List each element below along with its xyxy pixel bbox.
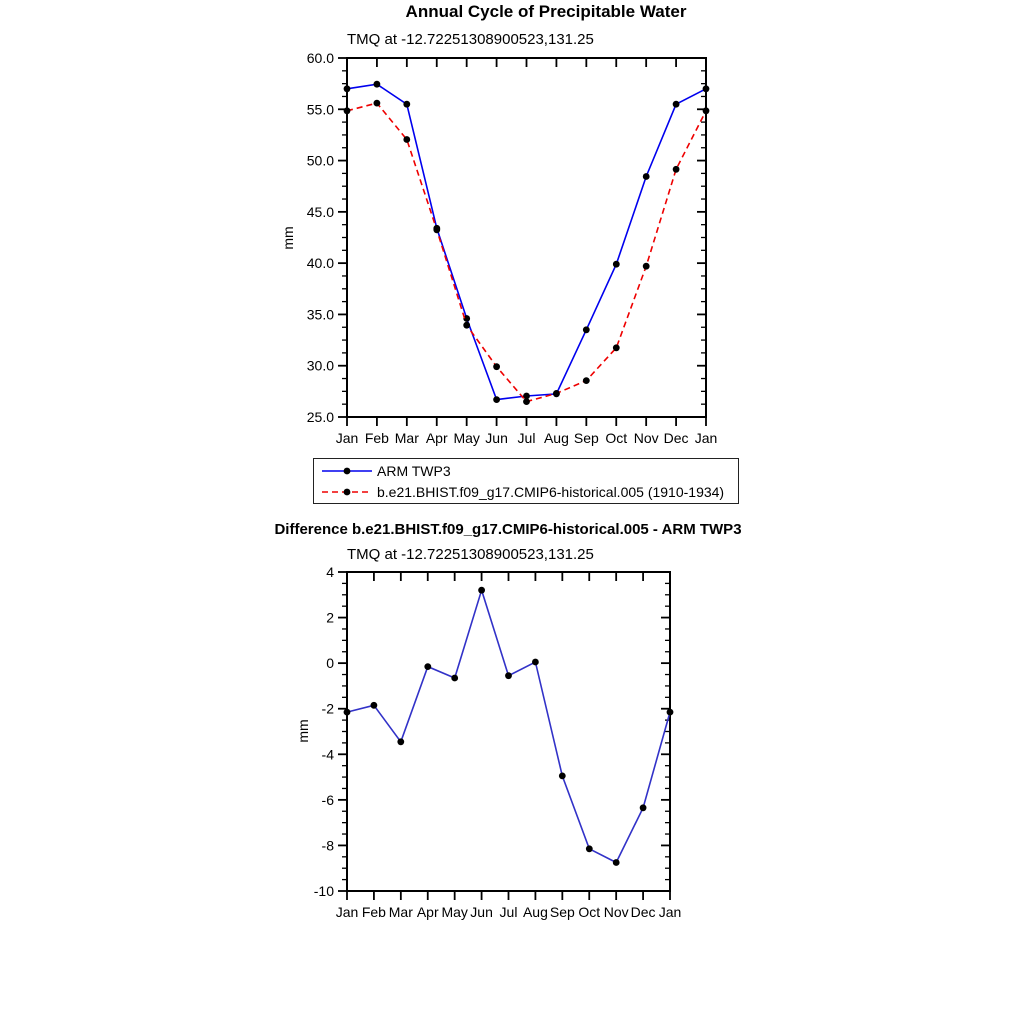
series-line-0 bbox=[347, 590, 670, 862]
data-point-marker bbox=[613, 859, 620, 866]
data-point-marker bbox=[583, 377, 590, 384]
data-point-marker bbox=[703, 85, 710, 92]
x-tick-label: Dec bbox=[663, 430, 689, 446]
x-tick-label: Aug bbox=[543, 430, 569, 446]
x-tick-label: Feb bbox=[364, 430, 389, 446]
x-tick-label: May bbox=[453, 430, 480, 446]
data-point-marker bbox=[523, 398, 530, 405]
y-tick-label: 45.0 bbox=[306, 203, 334, 220]
data-point-marker bbox=[667, 709, 674, 716]
x-tick-label: Dec bbox=[630, 904, 656, 920]
x-tick-label: Apr bbox=[416, 904, 439, 920]
data-point-marker bbox=[424, 663, 431, 670]
series-line-1 bbox=[347, 103, 706, 402]
data-point-marker bbox=[451, 675, 458, 682]
x-tick-label: Jun bbox=[485, 430, 508, 446]
series-line-0 bbox=[347, 84, 706, 399]
x-tick-label: Jul bbox=[517, 430, 536, 446]
x-tick-label: Sep bbox=[573, 430, 599, 446]
data-point-marker bbox=[493, 363, 500, 370]
data-point-marker bbox=[463, 322, 470, 329]
y-tick-label: 50.0 bbox=[306, 152, 334, 169]
y-tick-label: 35.0 bbox=[306, 306, 334, 323]
data-point-marker bbox=[532, 659, 539, 666]
legend-label-model: b.e21.BHIST.f09_g17.CMIP6-historical.005 (1910-1934) bbox=[377, 483, 725, 500]
data-point-marker bbox=[403, 101, 410, 108]
data-point-marker bbox=[583, 326, 590, 333]
x-tick-label: Jan bbox=[658, 904, 682, 920]
x-tick-label: Jan bbox=[694, 430, 718, 446]
data-point-marker bbox=[586, 845, 593, 852]
x-tick-label: May bbox=[441, 904, 468, 920]
x-tick-label: Feb bbox=[361, 904, 386, 920]
x-tick-label: Jul bbox=[499, 904, 518, 920]
x-tick-label: Aug bbox=[522, 904, 548, 920]
bottom-chart-y-axis-label: mm bbox=[295, 719, 311, 743]
legend-marker-dot bbox=[344, 467, 351, 474]
data-point-marker bbox=[673, 101, 680, 108]
data-point-marker bbox=[374, 100, 381, 107]
data-point-marker bbox=[613, 344, 620, 351]
legend-marker-dot bbox=[344, 488, 351, 495]
legend-label-obs: ARM TWP3 bbox=[377, 462, 451, 479]
data-point-marker bbox=[505, 672, 512, 679]
data-point-marker bbox=[643, 173, 650, 180]
data-point-marker bbox=[613, 261, 620, 268]
top-chart-title: Annual Cycle of Precipitable Water bbox=[405, 2, 687, 21]
legend-line-sample-dashed bbox=[318, 486, 374, 498]
y-tick-label: 30.0 bbox=[306, 357, 334, 374]
y-tick-label: -10 bbox=[313, 883, 334, 899]
y-tick-label: -4 bbox=[321, 746, 334, 763]
data-point-marker bbox=[673, 166, 680, 173]
data-point-marker bbox=[493, 396, 500, 403]
x-tick-label: Apr bbox=[425, 430, 448, 446]
legend bbox=[313, 458, 739, 504]
data-point-marker bbox=[344, 85, 351, 92]
y-tick-label: 2 bbox=[326, 609, 334, 626]
data-point-marker bbox=[559, 773, 566, 780]
x-tick-label: Nov bbox=[633, 430, 659, 446]
y-tick-label: 55.0 bbox=[306, 101, 334, 118]
data-point-marker bbox=[553, 390, 560, 397]
x-tick-label: Sep bbox=[549, 904, 575, 920]
x-tick-label: Oct bbox=[578, 904, 601, 920]
y-tick-label: -2 bbox=[321, 700, 334, 717]
bottom-chart-title: Difference b.e21.BHIST.f09_g17.CMIP6-historical.005 - ARM TWP3 bbox=[274, 521, 742, 538]
y-tick-label: -8 bbox=[321, 837, 334, 854]
bottom-chart-subtitle: TMQ at -12.72251308900523,131.25 bbox=[347, 546, 594, 563]
data-point-marker bbox=[344, 709, 351, 716]
data-point-marker bbox=[371, 702, 378, 709]
x-tick-label: Mar bbox=[388, 904, 413, 920]
data-point-marker bbox=[397, 738, 404, 745]
plot-frame bbox=[347, 572, 670, 891]
legend-row-model bbox=[314, 481, 738, 502]
x-tick-label: Nov bbox=[603, 904, 629, 920]
x-tick-label: Jan bbox=[335, 430, 359, 446]
y-tick-label: 60.0 bbox=[306, 50, 334, 66]
x-tick-label: Jan bbox=[335, 904, 359, 920]
data-point-marker bbox=[374, 81, 381, 88]
y-tick-label: 40.0 bbox=[306, 255, 334, 272]
top-chart-subtitle: TMQ at -12.72251308900523,131.25 bbox=[347, 31, 594, 48]
x-tick-label: Oct bbox=[605, 430, 628, 446]
data-point-marker bbox=[643, 263, 650, 270]
legend-line-sample-solid bbox=[318, 465, 374, 477]
top-chart-y-axis-label: mm bbox=[280, 226, 296, 250]
data-point-marker bbox=[433, 226, 440, 233]
y-tick-label: -6 bbox=[321, 791, 334, 808]
data-point-marker bbox=[703, 107, 710, 114]
data-point-marker bbox=[478, 587, 485, 594]
data-point-marker bbox=[403, 136, 410, 143]
x-tick-label: Mar bbox=[394, 430, 419, 446]
y-tick-label: 25.0 bbox=[306, 409, 334, 425]
legend-row-obs bbox=[314, 460, 738, 481]
data-point-marker bbox=[640, 804, 647, 811]
data-point-marker bbox=[344, 107, 351, 114]
y-tick-label: 0 bbox=[326, 655, 334, 672]
y-tick-label: 4 bbox=[326, 564, 334, 580]
x-tick-label: Jun bbox=[470, 904, 493, 920]
plot-frame bbox=[347, 58, 706, 417]
